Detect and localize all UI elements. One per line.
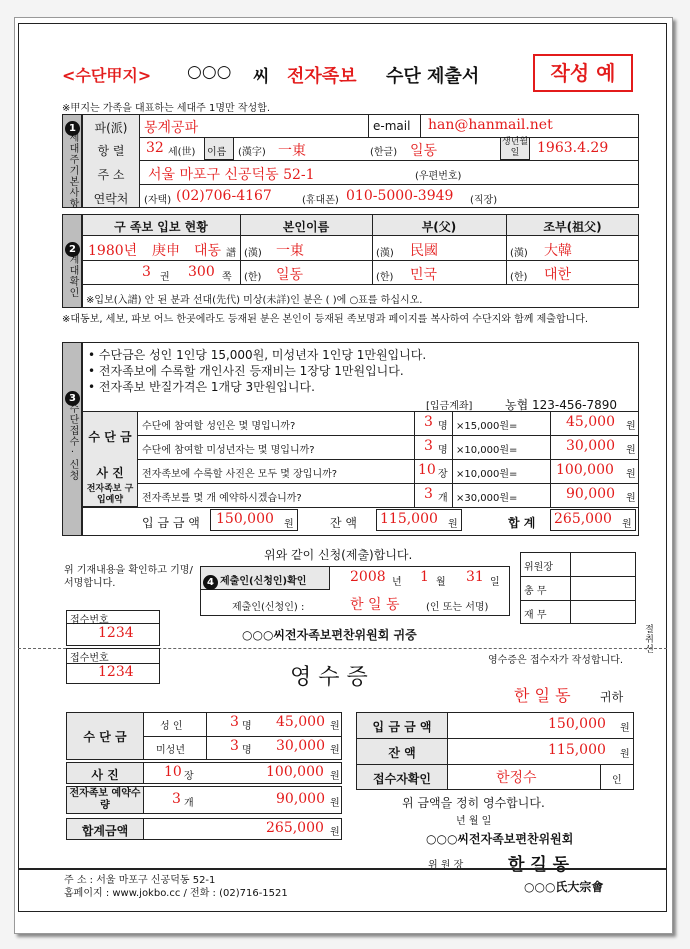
grandfather-hanja-label: (漢) [510, 248, 528, 259]
email-value: han@hanmail.net [428, 117, 553, 133]
receipt-adult-amount: 45,000 [276, 714, 325, 730]
generation-value: 32 [146, 140, 164, 156]
row1-count: 3 [424, 414, 433, 430]
receipt-number-label-2: 접수번호 [70, 653, 109, 664]
old-jokbo-page-unit: 쪽 [222, 272, 232, 283]
row2-unit: 명 [438, 445, 448, 456]
grandfather-hanja-value: 大韓 [544, 243, 572, 259]
row4-amount: 90,000 [566, 486, 615, 502]
row1-unit: 명 [438, 421, 448, 432]
receipt-date-line: 년 월 일 [456, 816, 492, 827]
approval-chairman: 위원장 [524, 562, 553, 573]
form-type-label: <수단甲지> [62, 66, 152, 85]
footer-website: 홈페이지 : www.jokbo.cc / 전화 : (02)716-1521 [64, 888, 288, 899]
receipt-minor-amount: 30,000 [276, 738, 325, 754]
home-phone-value: (02)706-4167 [176, 188, 272, 204]
address-value: 서울 마포구 신공덕동 52-1 [148, 167, 315, 183]
section1-number: 1 [65, 116, 80, 136]
receipt-title: 영 수 증 [290, 665, 368, 690]
confirm-year: 2008 [350, 569, 386, 585]
work-phone-label: (직장) [470, 195, 498, 206]
receipt-book-label: 전자족보 예약수량 [69, 788, 141, 811]
receipt-photo-amount: 100,000 [266, 764, 324, 780]
contact-label: 연락처 [93, 192, 129, 206]
father-hanja-label: (漢) [376, 248, 394, 259]
row2-amount: 30,000 [566, 438, 615, 454]
receipt-adult-unit: 명 [242, 721, 252, 732]
receipt-balance-label: 잔 액 [388, 746, 416, 760]
receipt-number-label-1: 접수번호 [70, 615, 109, 626]
sum-value: 265,000 [554, 511, 612, 527]
receipt-receiver-value: 한정수 [496, 770, 537, 786]
row1-amount: 45,000 [566, 414, 615, 430]
sum-label: 합 계 [508, 516, 536, 530]
receipt-sudan-label: 수 단 금 [83, 730, 127, 744]
title-red: 전자족보 [287, 66, 357, 87]
bullet-2: • 전자족보에 수록할 개인사진 등재비는 1장당 1만원입니다. [88, 364, 404, 378]
section1-title: 세대주기본사항 [67, 132, 78, 209]
father-hanja-value: 民國 [410, 243, 438, 259]
balance-won: 원 [448, 519, 458, 530]
receipt-sum-amount: 265,000 [266, 820, 324, 836]
father-hangul-label: (한) [376, 272, 394, 283]
birth-value: 1963.4.29 [537, 140, 609, 156]
note-top: ※甲지는 가족을 대표하는 세대주 1명만 작성함. [62, 103, 271, 114]
self-hanja-value: 一東 [276, 243, 304, 259]
section3-title: 수단접수·신청 [67, 403, 78, 481]
sajin-label: 사 진 [96, 466, 124, 480]
home-phone-label: (자택) [144, 195, 172, 206]
receipt-minor-label: 미성년 [156, 745, 185, 756]
hangnyeol-label: 항 렬 [97, 144, 125, 158]
birth-label: 생년월일 [501, 137, 529, 158]
receipt-deposit-label: 입 금 금 액 [372, 720, 432, 734]
postal-label: (우편번호) [415, 171, 462, 182]
balance-value: 115,000 [380, 511, 438, 527]
grandfather-hangul-label: (한) [510, 272, 528, 283]
footer-clan-name: ○○○氏大宗會 [524, 880, 604, 894]
confirm-line: 위와 같이 신청(제출)합니다. [264, 548, 413, 562]
receipt-receiver-label: 접수자확인 [373, 772, 431, 786]
receipt-book-won: 원 [330, 798, 340, 809]
note-mid: ※대동보, 세보, 파보 어느 한곳에라도 등재된 분은 본인이 등재된 족보명과 페이지를 복사하여 수단지와 함께 제출합니다. [62, 314, 589, 325]
row2-won: 원 [626, 445, 636, 456]
old-jokbo-volume: 3 [142, 264, 151, 280]
section2-note: ※입보(入譜) 안 된 분과 선대(先代) 미상(未詳)인 분은 ( )에 ○표를 하십시오. [86, 295, 423, 306]
receipt-number-value-1: 1234 [98, 625, 134, 641]
row3-count: 10 [418, 462, 436, 478]
section2-title: 계대확인 [67, 254, 78, 298]
clan-circles: ○○○ [187, 62, 232, 82]
old-jokbo-volume-unit: 권 [160, 272, 170, 283]
receipt-number-value-2: 1234 [98, 664, 134, 680]
section4-number: 4 [203, 570, 218, 590]
cut-line-label: 절취선 [643, 624, 653, 654]
email-label: e-mail [373, 119, 411, 133]
receipt-chair-label: 위 원 장 [428, 860, 464, 871]
deposit-won: 원 [284, 519, 294, 530]
approval-finance: 재 무 [524, 610, 547, 621]
receipt-adult-won: 원 [330, 721, 340, 732]
approval-treasurer: 총 무 [524, 586, 547, 597]
receipt-adult-count: 3 [230, 714, 239, 730]
bullet-3: • 전자족보 반질가격은 1개당 3만원입니다. [88, 380, 315, 394]
old-jokbo-year: 1980년 [88, 243, 138, 259]
receipt-sum-won: 원 [330, 827, 340, 838]
section3-number: 3 [65, 386, 80, 406]
receipt-deposit-won: 원 [620, 723, 630, 734]
yeyak-label: 전자족보 구입예약 [86, 484, 134, 505]
submitter-name-value: 한 일 동 [350, 597, 400, 613]
confirm-month-unit: 월 [436, 577, 446, 588]
receipt-balance-won: 원 [620, 749, 630, 760]
old-jokbo-ganji: 庚申 [152, 243, 180, 259]
sum-won: 원 [622, 519, 632, 530]
sudan-label: 수 단 금 [88, 430, 132, 444]
col-header-self: 본인이름 [282, 220, 330, 234]
row3-amount: 100,000 [556, 462, 614, 478]
row4-question: 전자족보를 몇 개 예약하시겠습니까? [142, 493, 302, 504]
old-jokbo-page: 300 [188, 264, 215, 280]
row4-unit: 개 [438, 493, 448, 504]
hangul-label: (한글) [370, 147, 398, 158]
confirm-month: 1 [420, 569, 429, 585]
receipt-adult-label: 성 인 [160, 721, 183, 732]
name-label: 이름 [207, 147, 227, 158]
receipt-payer: 한 일 동 [514, 686, 571, 705]
mobile-value: 010-5000-3949 [346, 188, 454, 204]
sample-stamp: 작성 예 [533, 54, 633, 92]
confirm-year-unit: 년 [392, 577, 402, 588]
self-hangul-label: (한) [244, 272, 262, 283]
confirm-day: 31 [466, 569, 484, 585]
row3-won: 원 [626, 469, 636, 480]
pa-value: 몽계공파 [144, 120, 199, 136]
row1-question: 수단에 참여할 성인은 몇 명입니까? [142, 421, 296, 432]
receipt-photo-label: 사 진 [91, 768, 119, 782]
receipt-book-unit: 개 [184, 798, 194, 809]
row1-won: 원 [626, 421, 636, 432]
receipt-gwiha: 귀하 [600, 690, 624, 704]
generation-unit: 세(世) [168, 147, 196, 158]
receipt-photo-unit: 장 [184, 771, 194, 782]
balance-label: 잔 액 [330, 516, 357, 530]
bullet-1: • 수단금은 성인 1인당 15,000원, 미성년자 1인당 1만원입니다. [88, 348, 427, 362]
receipt-chair-name: 한 길 동 [508, 855, 570, 875]
receipt-photo-won: 원 [330, 771, 340, 782]
row2-count: 3 [424, 438, 433, 454]
receipt-minor-count: 3 [230, 738, 239, 754]
section2-number: 2 [65, 237, 80, 257]
row4-rate: ×30,000원= [456, 493, 518, 504]
hanja-value: 一東 [278, 143, 306, 159]
old-jokbo-pu: 譜 [226, 248, 236, 259]
receipt-committee: ○○○씨전자족보편찬위원회 [426, 832, 574, 846]
row2-rate: ×10,000원= [456, 445, 518, 456]
receipt-balance-amount: 115,000 [548, 742, 606, 758]
row4-won: 원 [626, 493, 636, 504]
row2-question: 수단에 참여할 미성년자는 몇 명입니까? [142, 445, 315, 456]
receipt-note: 영수증은 접수자가 작성합니다. [488, 655, 624, 666]
receipt-minor-won: 원 [330, 745, 340, 756]
grandfather-hangul-value: 대한 [544, 267, 572, 283]
deposit-label: 입 금 금 액 [142, 516, 200, 530]
receipt-minor-unit: 명 [242, 745, 252, 756]
row1-rate: ×15,000원= [456, 421, 518, 432]
row4-count: 3 [424, 486, 433, 502]
row3-question: 전자족보에 수록할 사진은 모두 몇 장입니까? [142, 469, 338, 480]
submitter-confirm-label: 제출인(신청인)확인 [220, 576, 307, 587]
account-label: [입금계좌] [426, 401, 473, 412]
receipt-deposit-amount: 150,000 [548, 716, 606, 732]
address-label: 주 소 [97, 168, 125, 182]
page-title: 수단 제출서 [386, 66, 480, 87]
hanja-label: (漢字) [238, 147, 266, 158]
hangul-value: 일동 [410, 143, 438, 159]
mobile-label: (휴대폰) [302, 195, 339, 206]
row3-unit: 장 [438, 469, 448, 480]
self-hangul-value: 일동 [276, 267, 304, 283]
row3-rate: ×10,000원= [456, 469, 518, 480]
receipt-sum-label: 합계금액 [81, 824, 129, 838]
receipt-received-text: 위 금액을 정히 영수합니다. [402, 796, 545, 810]
clan-ssi: 씨 [253, 67, 270, 87]
confirm-day-unit: 일 [490, 577, 500, 588]
submitter-sign-hint: (인 또는 서명) [426, 602, 489, 613]
old-jokbo-daedong: 대동 [194, 243, 222, 259]
self-hanja-label: (漢) [244, 248, 262, 259]
account-value: 농협 123-456-7890 [505, 398, 618, 412]
col-header-old-jokbo: 구 족보 입보 현황 [114, 220, 208, 234]
receipt-book-amount: 90,000 [276, 791, 325, 807]
col-header-grandfather: 조부(祖父) [543, 220, 602, 234]
father-hangul-value: 민국 [410, 267, 438, 283]
submitter-name-label: 제출인(신청인) : [232, 602, 305, 613]
pa-label: 파(派) [94, 121, 128, 135]
deposit-value: 150,000 [216, 511, 274, 527]
confirm-left-text: 위 기재내용을 확인하고 기명/서명합니다. [64, 565, 193, 589]
receipt-book-count: 3 [172, 791, 181, 807]
committee-to: ○○○씨전자족보편찬위원회 귀중 [242, 628, 417, 642]
footer-address: 주 소 : 서울 마포구 신공덕동 52-1 [64, 875, 216, 886]
col-header-father: 부(父) [421, 220, 457, 234]
receipt-photo-count: 10 [164, 764, 182, 780]
receipt-receiver-seal: 인 [612, 775, 622, 786]
